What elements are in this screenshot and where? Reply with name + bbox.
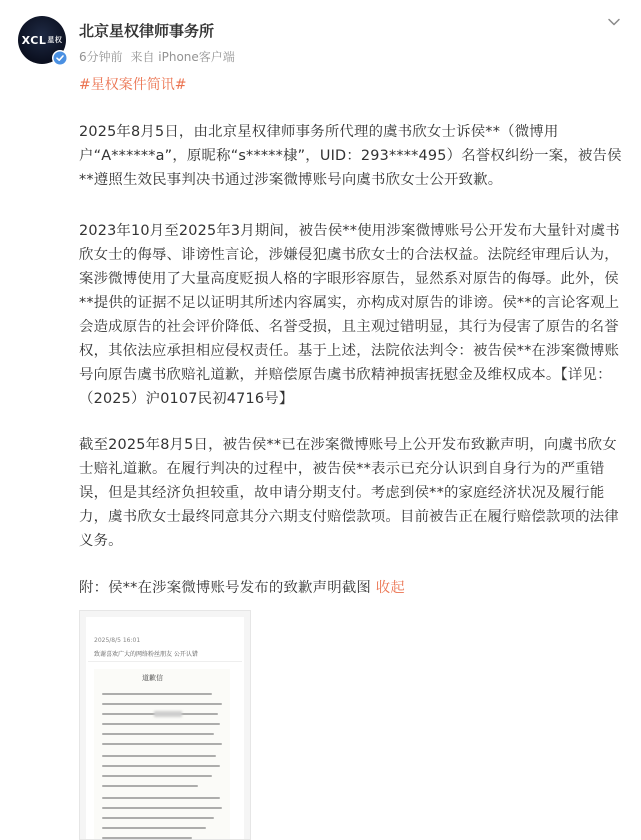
post-source: 来自 iPhone客户端 — [130, 50, 235, 64]
handwriting-line — [102, 837, 192, 839]
screenshot-date: 2025/8/5 16:01 — [94, 637, 141, 644]
avatar-subtext: 星权 — [47, 36, 63, 44]
handwritten-letter — [94, 669, 230, 840]
post-paragraph-1: 2025年8月5日，由北京星权律师事务所代理的虞书欣女士诉侯**（微博用户“A******a”，原昵称“s*****棣”，UID：293****495）名誉权纠纷一案，被告侯**遵照生效民事判决书通过涉案微博账号向虞书欣女士公开致歉。 — [79, 124, 622, 188]
avatar-text: XCL — [21, 33, 47, 47]
account-name[interactable]: 北京星权律师事务所 — [79, 22, 215, 40]
divider — [88, 661, 242, 662]
chevron-down-icon[interactable] — [607, 15, 621, 29]
redaction-blur — [154, 711, 182, 717]
avatar[interactable] — [18, 16, 66, 64]
letter-heading: 道歉信 — [142, 674, 163, 682]
handwriting-line — [102, 765, 220, 767]
post-meta — [79, 48, 239, 65]
post-time[interactable]: 6分钟前 — [79, 50, 123, 64]
handwriting-line — [102, 693, 212, 695]
handwriting-line — [102, 785, 198, 787]
handwriting-line — [102, 743, 222, 745]
handwriting-line — [102, 755, 216, 757]
hashtag-link[interactable]: #星权案件简讯# — [79, 77, 187, 93]
handwriting-line — [102, 733, 214, 735]
verified-icon — [52, 50, 68, 66]
collapse-link[interactable]: 收起 — [375, 580, 405, 596]
attachment-caption: 附：侯**在涉案微博账号发布的致歉声明截图 — [79, 580, 372, 596]
handwriting-line — [102, 797, 220, 799]
screenshot-title: 致谢喜欢广大的网络粉丝朋友 公开认错 — [94, 651, 198, 658]
apology-screenshot-image[interactable] — [79, 610, 251, 840]
handwriting-line — [102, 703, 222, 705]
handwriting-line — [102, 723, 220, 725]
handwriting-line — [102, 775, 212, 777]
post-paragraph-2: 2023年10月至2025年3月期间，被告侯**使用涉案微博账号公开发布大量针对虞书欣女士的侮辱、诽谤性言论，涉嫌侵犯虞书欣女士的合法权益。法院经审理后认为，案涉微博使用了大量高度贬损人格的字眼形容原告，显然系对原告的侮辱。此外，侯**提供的证据不足以证明其所述内容属实，亦构成对原告的诽谤。侯**的言论客观上会造成原告的社会评价降低、名誉受损，且主观过错明显，其行为侵害了原告的名誉权，其依法应承担相应侵权责任。基于上述，法院依法判令：被告侯**在涉案微博账号向原告虞书欣赔礼道歉，并赔偿原告虞书欣精神损害抚慰金及维权成本。【详见：（2025）沪0107民初4716号】 — [79, 223, 620, 407]
post-paragraph-3: 截至2025年8月5日，被告侯**已在涉案微博账号上公开发布致歉声明，向虞书欣女士赔礼道歉。在履行判决的过程中，被告侯**表示已充分认识到自身行为的严重错误，但是其经济负担较重，故申请分期支付。考虑到侯**的家庭经济状况及履行能力，虞书欣女士最终同意其分六期支付赔偿款项。目前被告正在履行赔偿款项的法律义务。 — [79, 437, 619, 549]
attachment-caption-line — [79, 576, 625, 600]
handwriting-line — [102, 827, 206, 829]
handwriting-line — [102, 807, 222, 809]
handwriting-line — [102, 817, 214, 819]
